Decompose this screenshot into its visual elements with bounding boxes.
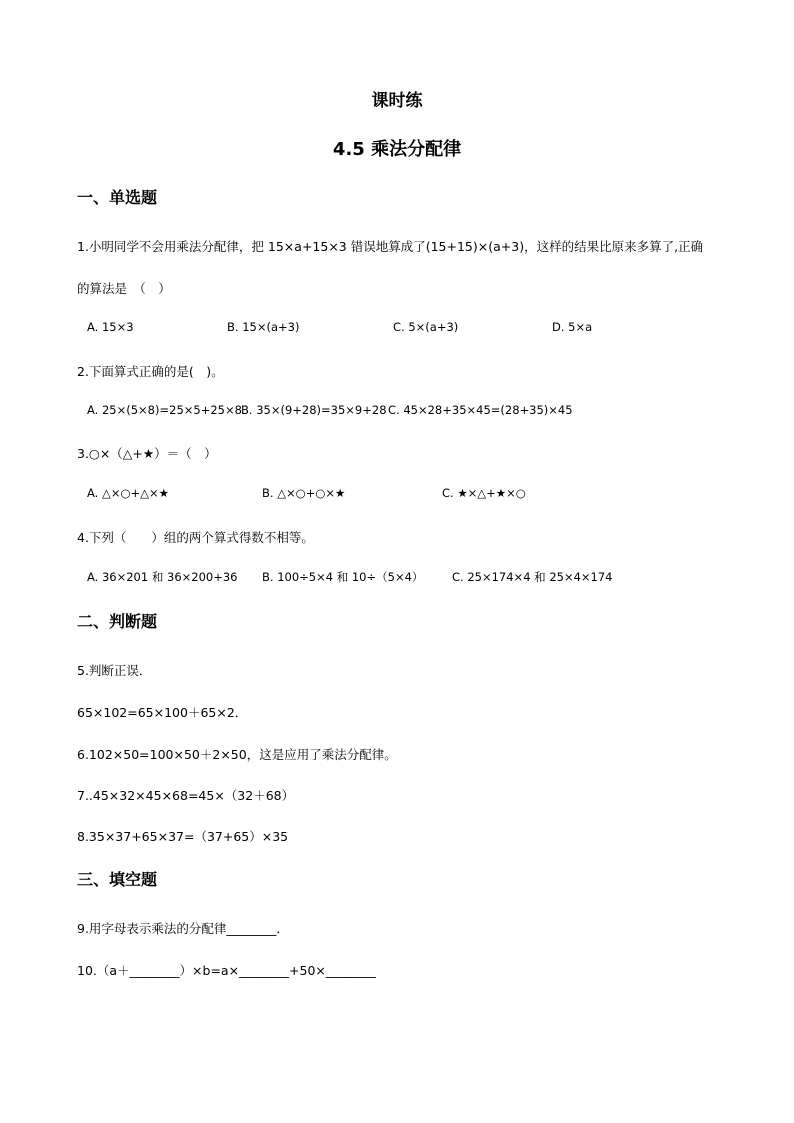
question-10-text: 10.（a＋________）×b=a×________+50×________ [77,963,376,978]
question-1-option-d: D. 5×a [552,320,593,334]
question-5-line-2: 65×102=65×100＋65×2． [77,705,248,720]
question-3-text: 3.○×（△+★）＝（ ） [77,446,217,461]
question-3-option-b: B. △×○+○×★ [262,486,346,500]
question-6-text: 6.102×50=100×50＋2×50，这是应用了乘法分配律。 [77,747,397,762]
question-1-line-2: 的算法是 （ ） [77,281,171,296]
question-1-option-b: B. 15×(a+3) [227,320,300,334]
section-heading-true-false: 二、判断题 [77,612,158,631]
question-8-text: 8.35×37+65×37=（37+65）×35 [77,829,289,844]
question-3-option-c: C. ★×△+★×○ [442,486,526,500]
question-2-option-b: B. 35×(9+28)=35×9+28 [241,403,387,417]
section-heading-fill-blank: 三、填空题 [77,870,158,889]
section-heading-single-choice: 一、单选题 [77,188,158,207]
question-1-option-a: A. 15×3 [87,320,134,334]
question-2-text: 2.下面算式正确的是( )。 [77,364,224,379]
question-4-text: 4.下列（ ）组的两个算式得数不相等。 [77,530,314,545]
question-1-line-1: 1.小明同学不会用乘法分配律，把 15×a+15×3 错误地算成了(15+15)×(a+3)，这样的结果比原来多算了,正确 [77,239,704,254]
question-3-option-a: A. △×○+△×★ [87,486,169,500]
question-7-text: 7..45×32×45×68=45×（32＋68） [77,788,295,803]
question-1-option-c: C. 5×(a+3) [393,320,459,334]
question-4-option-c: C. 25×174×4 和 25×4×174 [452,570,613,584]
lesson-subtitle: 4.5 乘法分配律 [332,139,462,160]
question-4-option-b: B. 100÷5×4 和 10÷（5×4） [262,570,424,584]
question-4-option-a: A. 36×201 和 36×200+36 [87,570,238,584]
question-9-text: 9.用字母表示乘法的分配律________． [77,921,289,936]
question-2-option-a: A. 25×(5×8)=25×5+25×8 [87,403,242,417]
question-5-line-1: 5.判断正误． [77,663,152,678]
question-2-option-c: C. 45×28+35×45=(28+35)×45 [388,403,573,417]
page-title: 课时练 [371,91,423,111]
